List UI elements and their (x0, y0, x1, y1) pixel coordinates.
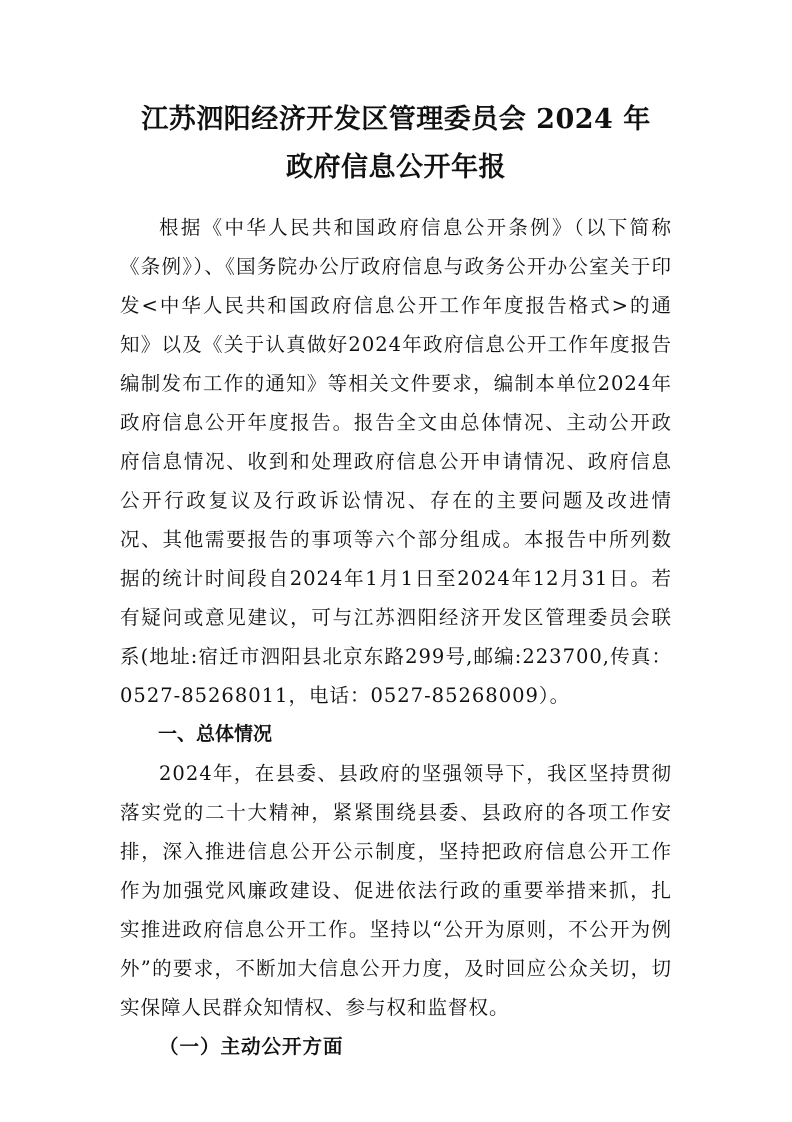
title-line-2: 政府信息公开年报 (286, 152, 506, 183)
title-line-1: 江苏泗阳经济开发区管理委员会 2024 年 (141, 104, 651, 135)
subsection-heading-active-disclosure: （一）主动公开方面 (159, 1035, 344, 1058)
overview-paragraph: 2024年，在县委、县政府的坚强领导下，我区坚持贯彻落实党的二十大精神，紧紧围绕县委、县政府的各项工作安排，深入推进信息公开公示制度，坚持把政府信息公开工作作为加强党风廉政建设、促进依法行政的重要举措来抓，扎实推进政府信息公开工作。坚持以“公开为原则，不公开为例外”的要求，不断加大信息公开力度，及时回应公众关切，切实保障人民群众知情权、参与权和监督权。 (120, 762, 672, 1019)
section-heading-overview: 一、总体情况 (158, 723, 273, 745)
intro-paragraph: 根据《中华人民共和国政府信息公开条例》（以下简称《条例》）、《国务院办公厅政府信息与政务公开办公室关于印发<中华人民共和国政府信息公开工作年度报告格式>的通知》以及《关于认真做好2024年政府信息公开工作年度报告编制发布工作的通知》等相关文件要求，编制本单位2024年政府信息公开年度报告。报告全文由总体情况、主动公开政府信息情况、收到和处理政府信息公开申请情况、政府信息公开行政复议及行政诉讼情况、存在的主要问题及改进情况、其他需要报告的事项等六个部分组成。本报告中所列数据的统计时间段自2024年1月1日至2024年12月31日。若有疑问或意见建议，可与江苏泗阳经济开发区管理委员会联系(地址:宿迁市泗阳县北京东路299号,邮编:223700,传真：0527-85268011，电话：0527-85268009）。 (120, 216, 672, 707)
document-title (120, 96, 672, 192)
